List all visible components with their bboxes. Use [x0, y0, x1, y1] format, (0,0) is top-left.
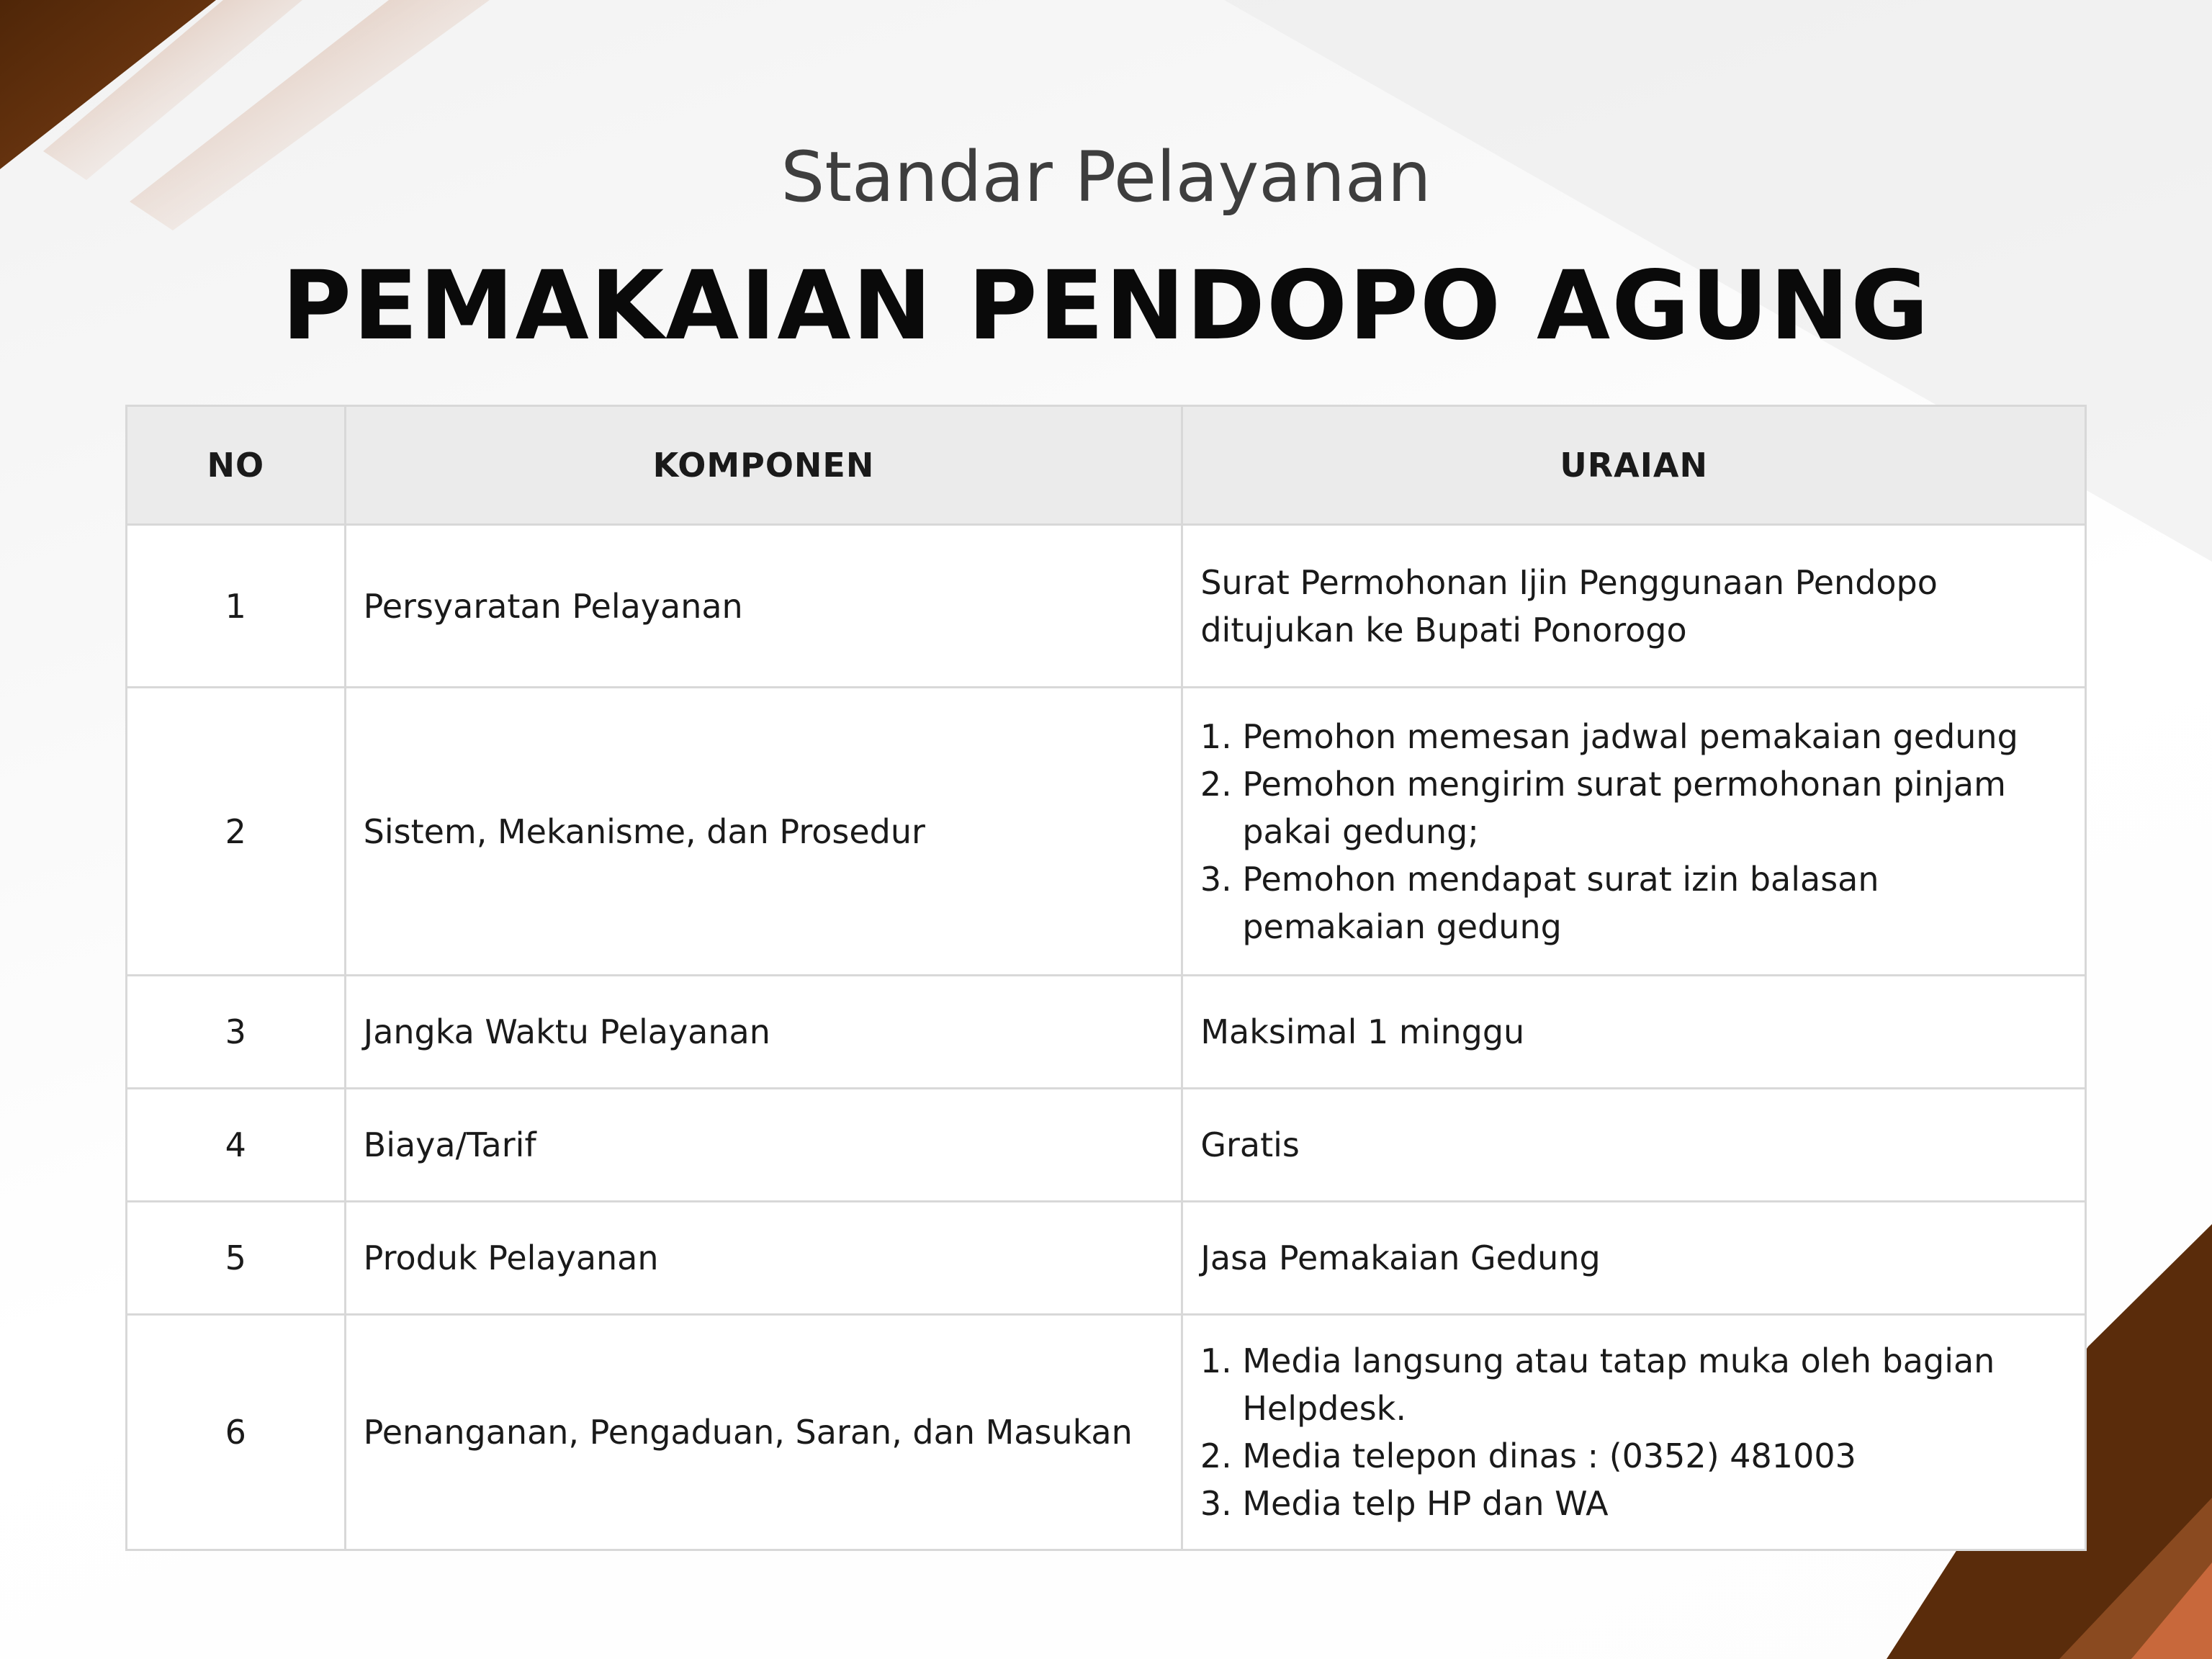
- column-header-no: NO: [127, 406, 346, 525]
- list-item: 3. Pemohon mendapat surat izin balasan pemakaian gedung: [1242, 855, 2067, 950]
- row-number: 3: [127, 976, 346, 1089]
- row-komponen: Biaya/Tarif: [345, 1089, 1182, 1202]
- table-row: [127, 976, 2086, 1089]
- column-header-uraian: URAIAN: [1182, 406, 2086, 525]
- list-item: 3. Media telp HP dan WA: [1242, 1480, 2067, 1527]
- row-uraian: Maksimal 1 minggu: [1182, 976, 2086, 1089]
- row-uraian: [1182, 688, 2086, 976]
- row-uraian: Surat Permohonan Ijin Penggunaan Pendopo ditujukan ke Bupati Ponorogo: [1182, 525, 2086, 688]
- page-subtitle: Standar Pelayanan: [781, 137, 1431, 217]
- table-header-row: [127, 406, 2086, 525]
- page-title: PEMAKAIAN PENDOPO AGUNG: [282, 251, 1930, 361]
- row-number: 6: [127, 1315, 346, 1550]
- table-row: [127, 525, 2086, 688]
- service-standard-table: [125, 405, 2087, 1551]
- row-komponen: Produk Pelayanan: [345, 1202, 1182, 1315]
- complaint-channel-list: [1200, 1337, 2067, 1527]
- list-item: 1. Media langsung atau tatap muka oleh bagian Helpdesk.: [1242, 1337, 2067, 1432]
- row-komponen: Sistem, Mekanisme, dan Prosedur: [345, 688, 1182, 976]
- procedure-list: [1200, 713, 2067, 950]
- row-komponen: Penanganan, Pengaduan, Saran, dan Masukan: [345, 1315, 1182, 1550]
- row-number: 4: [127, 1089, 346, 1202]
- row-number: 2: [127, 688, 346, 976]
- table-row: [127, 1202, 2086, 1315]
- list-item: 2. Media telepon dinas : (0352) 481003: [1242, 1432, 2067, 1480]
- table-row: [127, 688, 2086, 976]
- list-item: 1. Pemohon memesan jadwal pemakaian gedung: [1242, 713, 2067, 760]
- row-number: 5: [127, 1202, 346, 1315]
- row-uraian: Gratis: [1182, 1089, 2086, 1202]
- list-item: 2. Pemohon mengirim surat permohonan pinjam pakai gedung;: [1242, 760, 2067, 855]
- column-header-komponen: KOMPONEN: [345, 406, 1182, 525]
- row-uraian: Jasa Pemakaian Gedung: [1182, 1202, 2086, 1315]
- row-uraian: [1182, 1315, 2086, 1550]
- table-row: [127, 1315, 2086, 1550]
- table-row: [127, 1089, 2086, 1202]
- row-komponen: Jangka Waktu Pelayanan: [345, 976, 1182, 1089]
- row-number: 1: [127, 525, 346, 688]
- row-komponen: Persyaratan Pelayanan: [345, 525, 1182, 688]
